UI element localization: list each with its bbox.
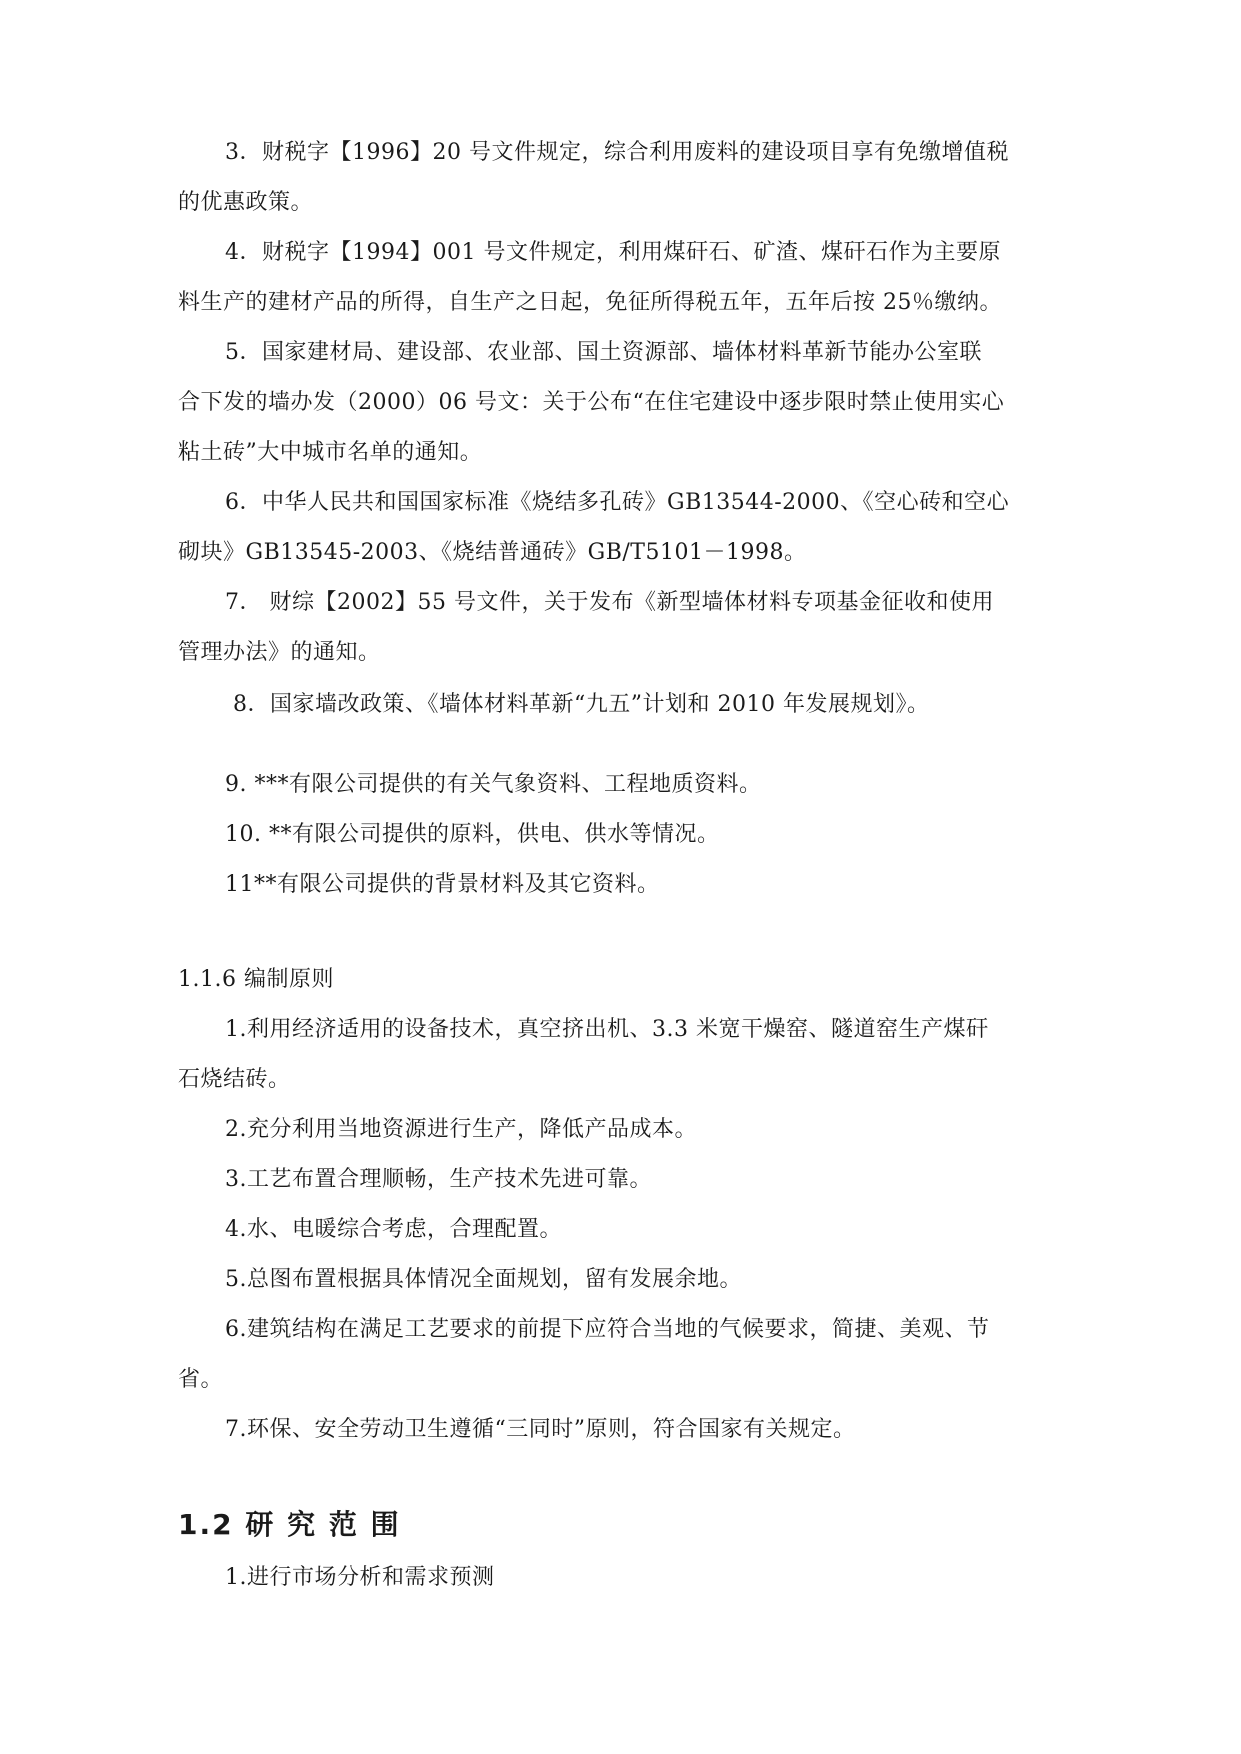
policy-3-line-1: 3．财税字【1996】20 号文件规定，综合利用废料的建设项目享有免缴增值税 xyxy=(225,140,1009,165)
principle-2: 2.充分利用当地资源进行生产，降低产品成本。 xyxy=(225,1117,697,1142)
principle-5: 5.总图布置根据具体情况全面规划，留有发展余地。 xyxy=(225,1267,742,1292)
principle-4: 4.水、电暖综合考虑，合理配置。 xyxy=(225,1217,562,1242)
policy-8: 8．国家墙改政策、《墙体材料革新“九五”计划和 2010 年发展规划》。 xyxy=(233,692,930,717)
principle-7: 7.环保、安全劳动卫生遵循“三同时”原则，符合国家有关规定。 xyxy=(225,1417,856,1442)
policy-10: 10. **有限公司提供的原料，供电、供水等情况。 xyxy=(225,822,720,847)
policy-6-line-1: 6．中华人民共和国国家标准《烧结多孔砖》GB13544-2000、《空心砖和空心 xyxy=(225,490,1010,515)
scope-item-1: 1.进行市场分析和需求预测 xyxy=(225,1565,495,1590)
policy-6-line-2: 砌块》GB13545-2003、《烧结普通砖》GB/T5101－1998。 xyxy=(178,540,807,565)
section-12-heading: 1.2 研 究 范 围 xyxy=(178,1508,401,1541)
policy-4-line-2: 料生产的建材产品的所得，自生产之日起，免征所得税五年，五年后按 25％缴纳。 xyxy=(178,290,1002,315)
principle-6-line-1: 6.建筑结构在满足工艺要求的前提下应符合当地的气候要求，简捷、美观、节 xyxy=(225,1317,990,1342)
policy-11: 11**有限公司提供的背景材料及其它资料。 xyxy=(225,872,660,897)
policy-5-line-2: 合下发的墙办发（2000）06 号文：关于公布“在住宅建设中逐步限时禁止使用实心 xyxy=(178,390,1005,415)
policy-5-line-3: 粘土砖”大中城市名单的通知。 xyxy=(178,440,483,465)
policy-3-line-2: 的优惠政策。 xyxy=(178,190,314,215)
policy-7-line-2: 管理办法》的通知。 xyxy=(178,640,381,665)
principle-6-line-2: 省。 xyxy=(178,1367,224,1392)
policy-7-line-1: 7． 财综【2002】55 号文件，关于发布《新型墙体材料专项基金征收和使用 xyxy=(225,590,994,615)
principle-1-line-1: 1.利用经济适用的设备技术，真空挤出机、3.3 米宽干燥窑、隧道窑生产煤矸 xyxy=(225,1017,989,1042)
section-116-title: 1.1.6 编制原则 xyxy=(178,967,334,992)
policy-4-line-1: 4．财税字【1994】001 号文件规定，利用煤矸石、矿渣、煤矸石作为主要原 xyxy=(225,240,1001,265)
principle-1-line-2: 石烧结砖。 xyxy=(178,1067,291,1092)
principle-3: 3.工艺布置合理顺畅，生产技术先进可靠。 xyxy=(225,1167,652,1192)
policy-5-line-1: 5．国家建材局、建设部、农业部、国土资源部、墙体材料革新节能办公室联 xyxy=(225,340,982,365)
policy-9: 9. ***有限公司提供的有关气象资料、工程地质资料。 xyxy=(225,772,762,797)
